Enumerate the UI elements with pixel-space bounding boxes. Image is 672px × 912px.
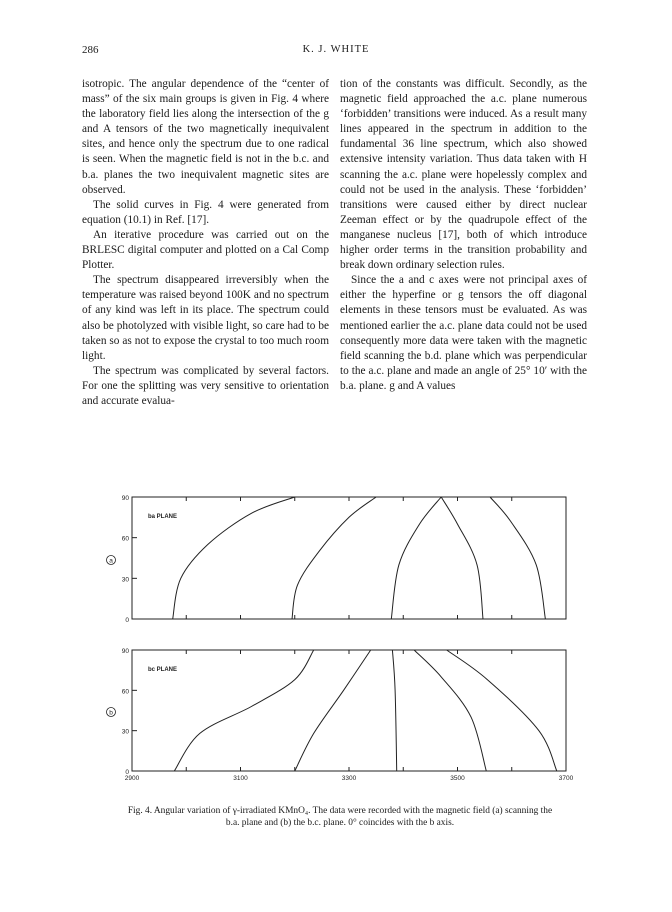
y-tick-label: 30 [121,576,129,584]
x-tick-label: 2900 [124,775,140,782]
paragraph: The spectrum was complicated by several factors. For one the splitting was very sensitive to orientation and accurate evalua- [82,364,329,407]
plot-frame [132,497,566,619]
y-tick-label: 90 [121,495,129,502]
angular-variation-curve [295,650,371,771]
paragraph: The solid curves in Fig. 4 were generated from equation (10.1) in Ref. [17]. [82,198,329,226]
page-number: 286 [82,44,99,56]
angular-variation-curve [392,650,396,771]
y-tick-label: 60 [121,688,129,696]
angular-variation-curve [441,497,483,619]
angular-variation-curve [447,650,557,771]
panel-label: a [109,557,113,565]
x-tick-label: 3100 [233,775,248,782]
angular-variation-curve [391,497,441,619]
x-tick-label: 3700 [558,775,574,782]
paragraph: tion of the constants was difficult. Secondly, as the magnetic field approached the a.c. plane numerous ‘forbidden’ transitions were induced. As a result many lines appeared in the spectrum in addition to the fundamental 36 line spectrum, which also showed extensive intensity variation. Thus data taken with H scanning the a.c. plane were hopelessly complex and could not be used in the analysis. These ‘forbidden’ transitions were caused either by direct nuclear Zeeman effect or by the quadrupole effect of the manganese nucleus [17], both of which introduce higher order terms in the transition probability and break down ordinary selection rules. [340,78,587,272]
running-author: K. J. WHITE [302,44,370,55]
plane-annotation: ba PLANE [148,514,178,520]
angular-variation-curve [414,650,486,771]
plot-frame [132,650,566,771]
paragraph: Since the a and c axes were not principal axes of either the hyperfine or g tensors the off diagonal elements in these tensors must be evaluated. As was mentioned earlier the a.c. plane data could not be used consequently more data were taken with the magnetic field scanning the b.d. plane which was perpendicular to the a.c. plane and made an angle of 25° 10′ with the b.a. plane. g and A values [340,274,587,392]
angular-variation-curve [292,497,376,619]
y-tick-label: 90 [121,648,129,655]
paragraph: isotropic. The angular dependence of the “center of mass” of the six main groups is given in Fig. 4 where the laboratory field lies along the intersection of the g and A tensors of the two magnetically inequivalent sites, and hence only the spectrum due to one radical is seen. When the magnetic field is not in the b.c. and b.a. planes the two inequivalent magnetic sites are observed. [82,78,329,196]
paragraph: An iterative procedure was carried out on the BRLESC digital computer and plotted on a Cal Comp Plotter. [82,228,329,272]
figure-caption: Fig. 4. Angular variation of γ-irradiated KMnO₄. The data were recorded with the magnetic field (a) scanning the b.a. plane and (b) the b.c. plane. 0° coincides with the b axis. [127,806,553,828]
plane-annotation: bc PLANE [148,667,178,673]
y-tick-label: 0 [125,769,129,776]
x-tick-label: 3500 [450,775,465,782]
y-tick-label: 60 [121,535,129,543]
paragraph: The spectrum disappeared irreversibly when the temperature was raised beyond 100K and no spectrum of any kind was left in its place. The spectrum could also be photolyzed with visible light, so care had to be taken so as not to expose the crystal to too much room light. [82,274,329,362]
angular-variation-curve [174,650,313,771]
angular-variation-curve [490,497,545,619]
y-tick-label: 0 [125,617,129,624]
angular-variation-curve [173,497,295,619]
y-tick-label: 30 [121,728,129,736]
panel-label: b [109,709,113,717]
x-tick-label: 3300 [341,775,357,782]
